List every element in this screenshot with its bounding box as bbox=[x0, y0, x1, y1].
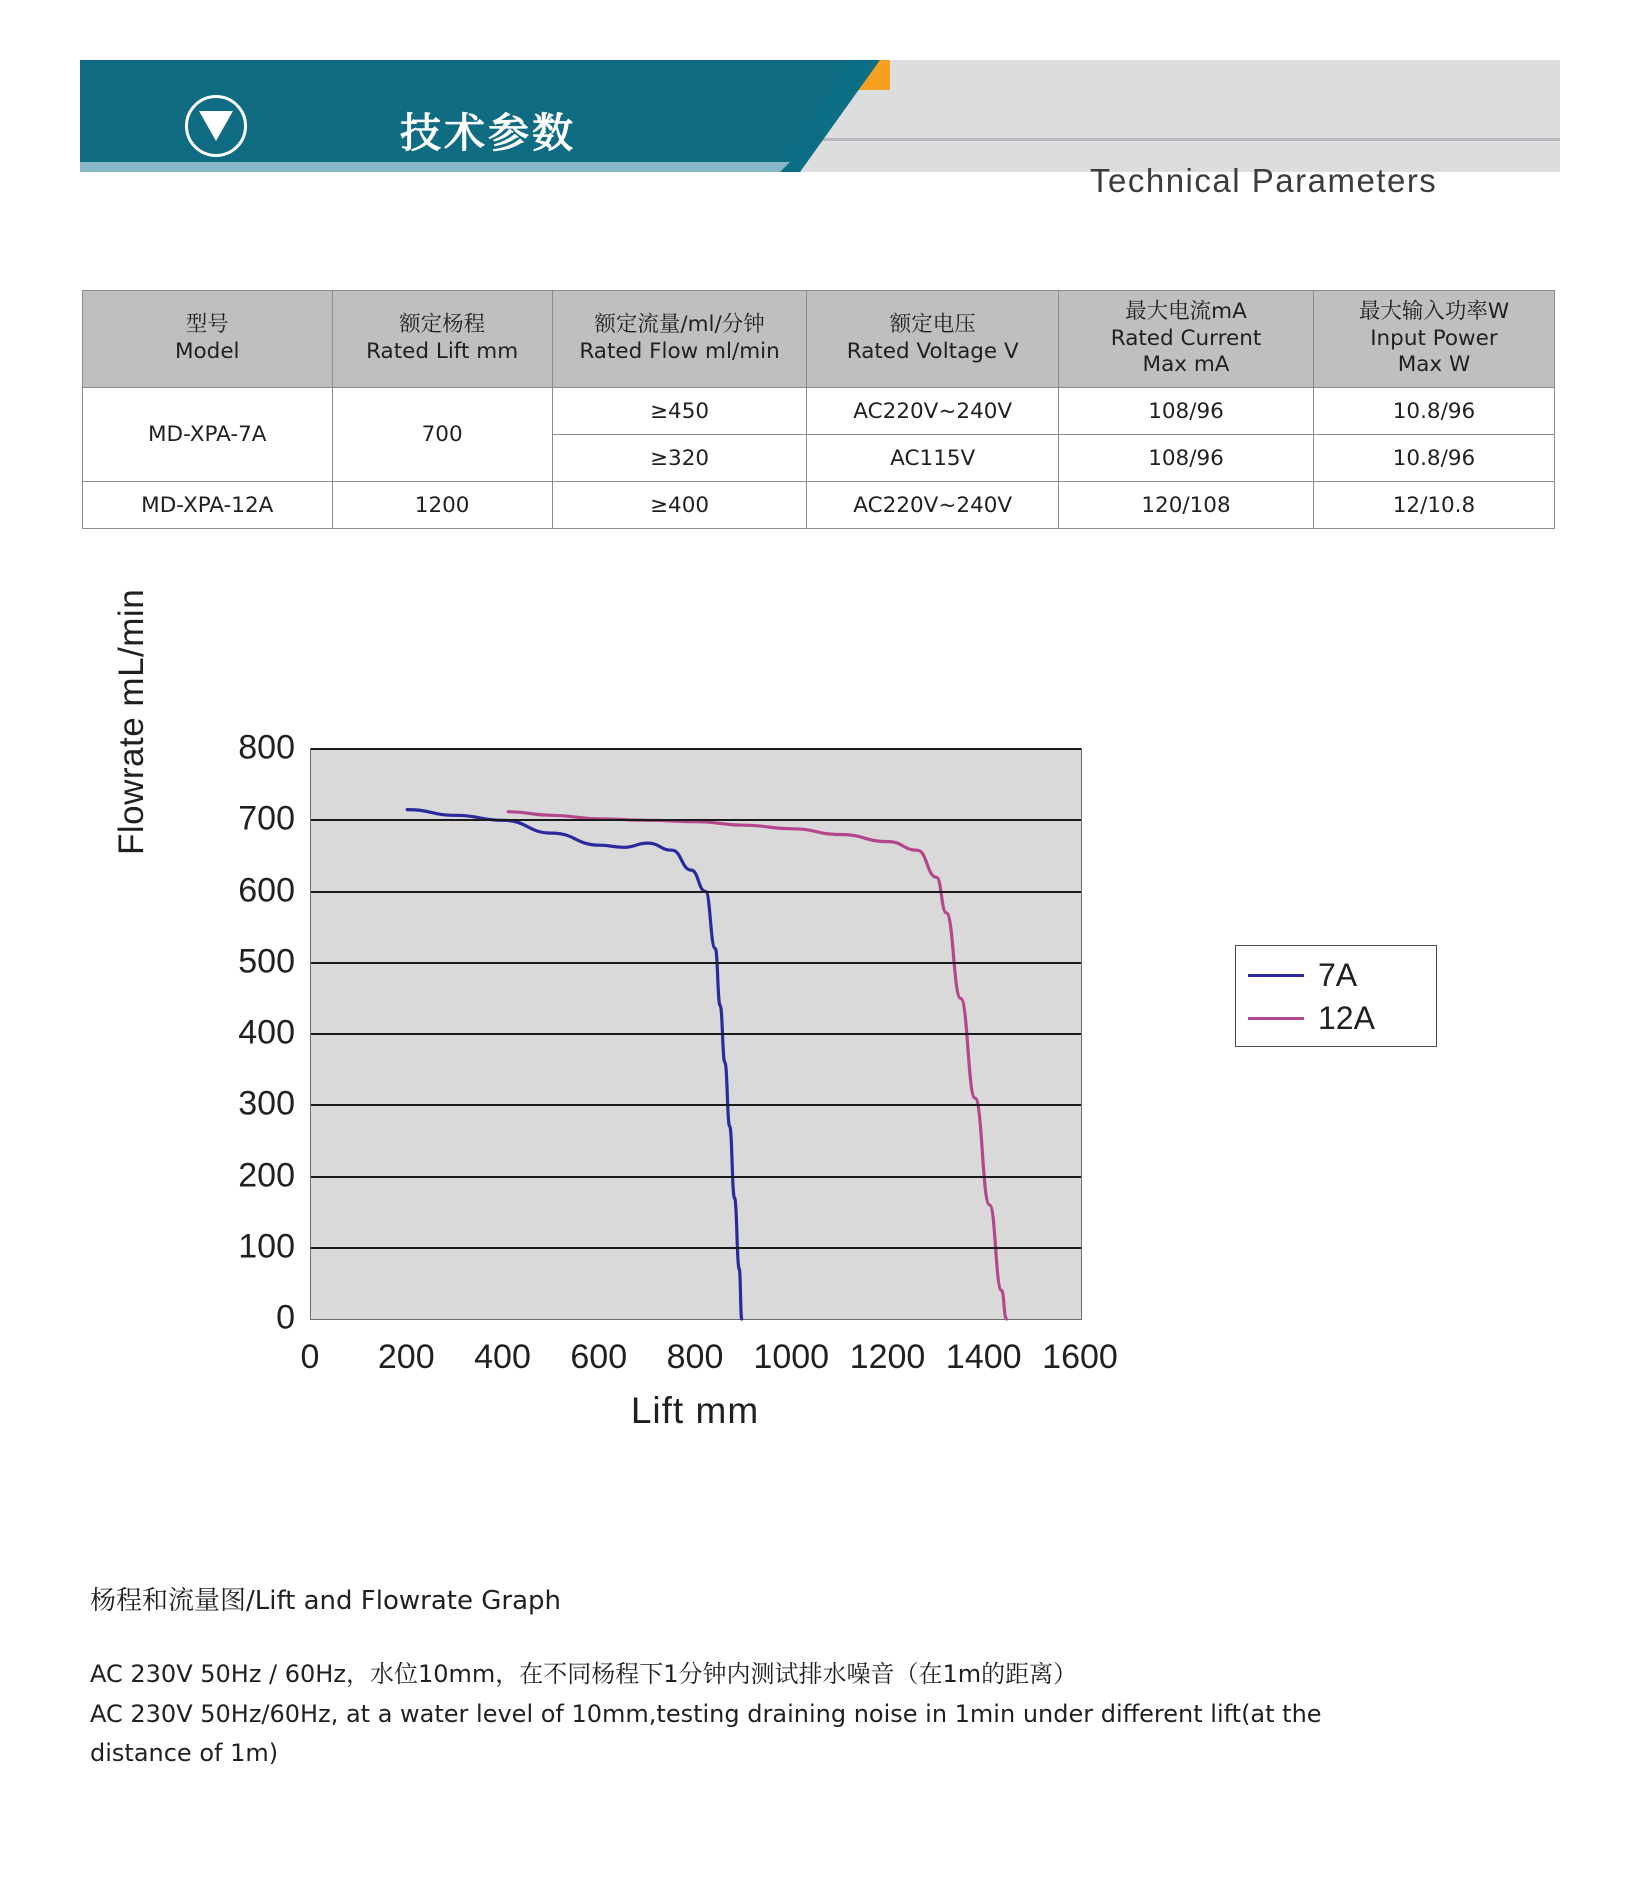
table-body bbox=[83, 388, 1555, 529]
chart-gridline bbox=[311, 819, 1081, 821]
chart-y-tick-label: 100 bbox=[238, 1227, 295, 1266]
chart-x-tick-label: 400 bbox=[474, 1338, 531, 1376]
header-title-en: Technical Parameters bbox=[1090, 162, 1438, 199]
cell-voltage: AC115V bbox=[807, 435, 1059, 482]
cell-current: 108/96 bbox=[1059, 435, 1314, 482]
col-model: 型号 Model bbox=[83, 291, 333, 388]
chart-x-axis-title: Lift mm bbox=[630, 1390, 760, 1431]
cell-lift: 700 bbox=[332, 388, 552, 482]
chart-legend bbox=[1235, 945, 1437, 1047]
cell-power: 12/10.8 bbox=[1313, 482, 1554, 529]
cell-lift: 1200 bbox=[332, 482, 552, 529]
chart-gridline bbox=[311, 962, 1081, 964]
chart-x-tick-label: 200 bbox=[377, 1338, 435, 1376]
chart-x-tick-label: 1200 bbox=[849, 1338, 926, 1376]
chart-gridline bbox=[311, 1176, 1081, 1178]
chart-gridline bbox=[311, 1247, 1081, 1249]
table-header-row bbox=[83, 291, 1555, 388]
chart-y-tick-label: 0 bbox=[276, 1298, 295, 1337]
chart-y-tick-label: 400 bbox=[238, 1013, 295, 1052]
graph-note-en: AC 230V 50Hz/60Hz, at a water level of 10mm,testing draining noise in 1min under different lift(at the distance of 1m) bbox=[90, 1699, 1322, 1768]
chart-x-tick-label: 0 bbox=[300, 1338, 320, 1376]
table-row bbox=[83, 388, 1555, 435]
cell-flow: ≥320 bbox=[552, 435, 807, 482]
chart-x-tick-label: 1600 bbox=[1042, 1338, 1118, 1376]
col-input-power: 最大输入功率W Input Power Max W bbox=[1313, 291, 1554, 388]
chart-y-tick-label: 200 bbox=[238, 1156, 295, 1194]
chart-gridline bbox=[311, 1033, 1081, 1035]
chart-x-tick-label: 800 bbox=[666, 1338, 724, 1376]
page-header bbox=[80, 42, 1560, 199]
chart-x-tick-label: 1000 bbox=[753, 1338, 830, 1376]
spec-table bbox=[82, 290, 1555, 529]
cell-power: 10.8/96 bbox=[1313, 435, 1554, 482]
header-title-cn: 技术参数 bbox=[400, 109, 576, 157]
chart-gridline bbox=[311, 1104, 1081, 1106]
cell-current: 120/108 bbox=[1059, 482, 1314, 529]
legend-label-12a: 12A bbox=[1318, 999, 1375, 1036]
legend-swatch-7a bbox=[1248, 974, 1304, 977]
cell-voltage: AC220V~240V bbox=[807, 482, 1059, 529]
chart-y-tick-label: 300 bbox=[238, 1084, 295, 1123]
legend-label-7a: 7A bbox=[1318, 956, 1358, 993]
col-rated-lift: 额定杨程 Rated Lift mm bbox=[332, 291, 552, 388]
legend-item-7a bbox=[1248, 958, 1357, 992]
lift-flowrate-chart bbox=[112, 588, 1480, 1431]
chart-gridline bbox=[311, 748, 1081, 750]
chart-x-tick-label: 1400 bbox=[945, 1338, 1022, 1376]
chart-y-tick-label: 500 bbox=[238, 942, 295, 981]
graph-caption-title: 杨程和流量图/Lift and Flowrate Graph bbox=[90, 1586, 561, 1616]
cell-current: 108/96 bbox=[1059, 388, 1314, 435]
chart-plot-area bbox=[310, 748, 1082, 1320]
col-rated-current: 最大电流mA Rated Current Max mA bbox=[1059, 291, 1314, 388]
chart-series-7a bbox=[407, 810, 741, 1319]
cell-model: MD-XPA-12A bbox=[83, 482, 333, 529]
col-rated-voltage: 额定电压 Rated Voltage V bbox=[807, 291, 1059, 388]
cell-voltage: AC220V~240V bbox=[807, 388, 1059, 435]
chevron-down-circle-icon bbox=[185, 95, 247, 157]
table-header bbox=[83, 291, 1555, 388]
chart-series-12a bbox=[508, 812, 1006, 1319]
header-teal-stripe bbox=[80, 162, 790, 172]
graph-caption-note bbox=[90, 1655, 1340, 1774]
chart-y-axis-title: Flowrate mL/min bbox=[112, 588, 151, 855]
legend-item-12a bbox=[1248, 1001, 1375, 1035]
cell-model: MD-XPA-7A bbox=[83, 388, 333, 482]
cell-flow: ≥400 bbox=[552, 482, 807, 529]
chart-y-tick-label: 800 bbox=[238, 728, 295, 767]
chart-x-tick-label: 600 bbox=[570, 1338, 628, 1376]
table-row bbox=[83, 482, 1555, 529]
chart-y-tick-label: 700 bbox=[238, 799, 295, 838]
legend-swatch-12a bbox=[1248, 1017, 1304, 1020]
col-rated-flow: 额定流量/ml/分钟 Rated Flow ml/min bbox=[552, 291, 807, 388]
chart-y-tick-label: 600 bbox=[238, 871, 295, 909]
graph-note-cn: AC 230V 50Hz / 60Hz，水位10mm，在不同杨程下1分钟内测试排水噪音（在1m的距离） bbox=[90, 1660, 1078, 1688]
cell-power: 10.8/96 bbox=[1313, 388, 1554, 435]
header-underline bbox=[780, 138, 1560, 141]
chart-gridline bbox=[311, 891, 1081, 893]
cell-flow: ≥450 bbox=[552, 388, 807, 435]
